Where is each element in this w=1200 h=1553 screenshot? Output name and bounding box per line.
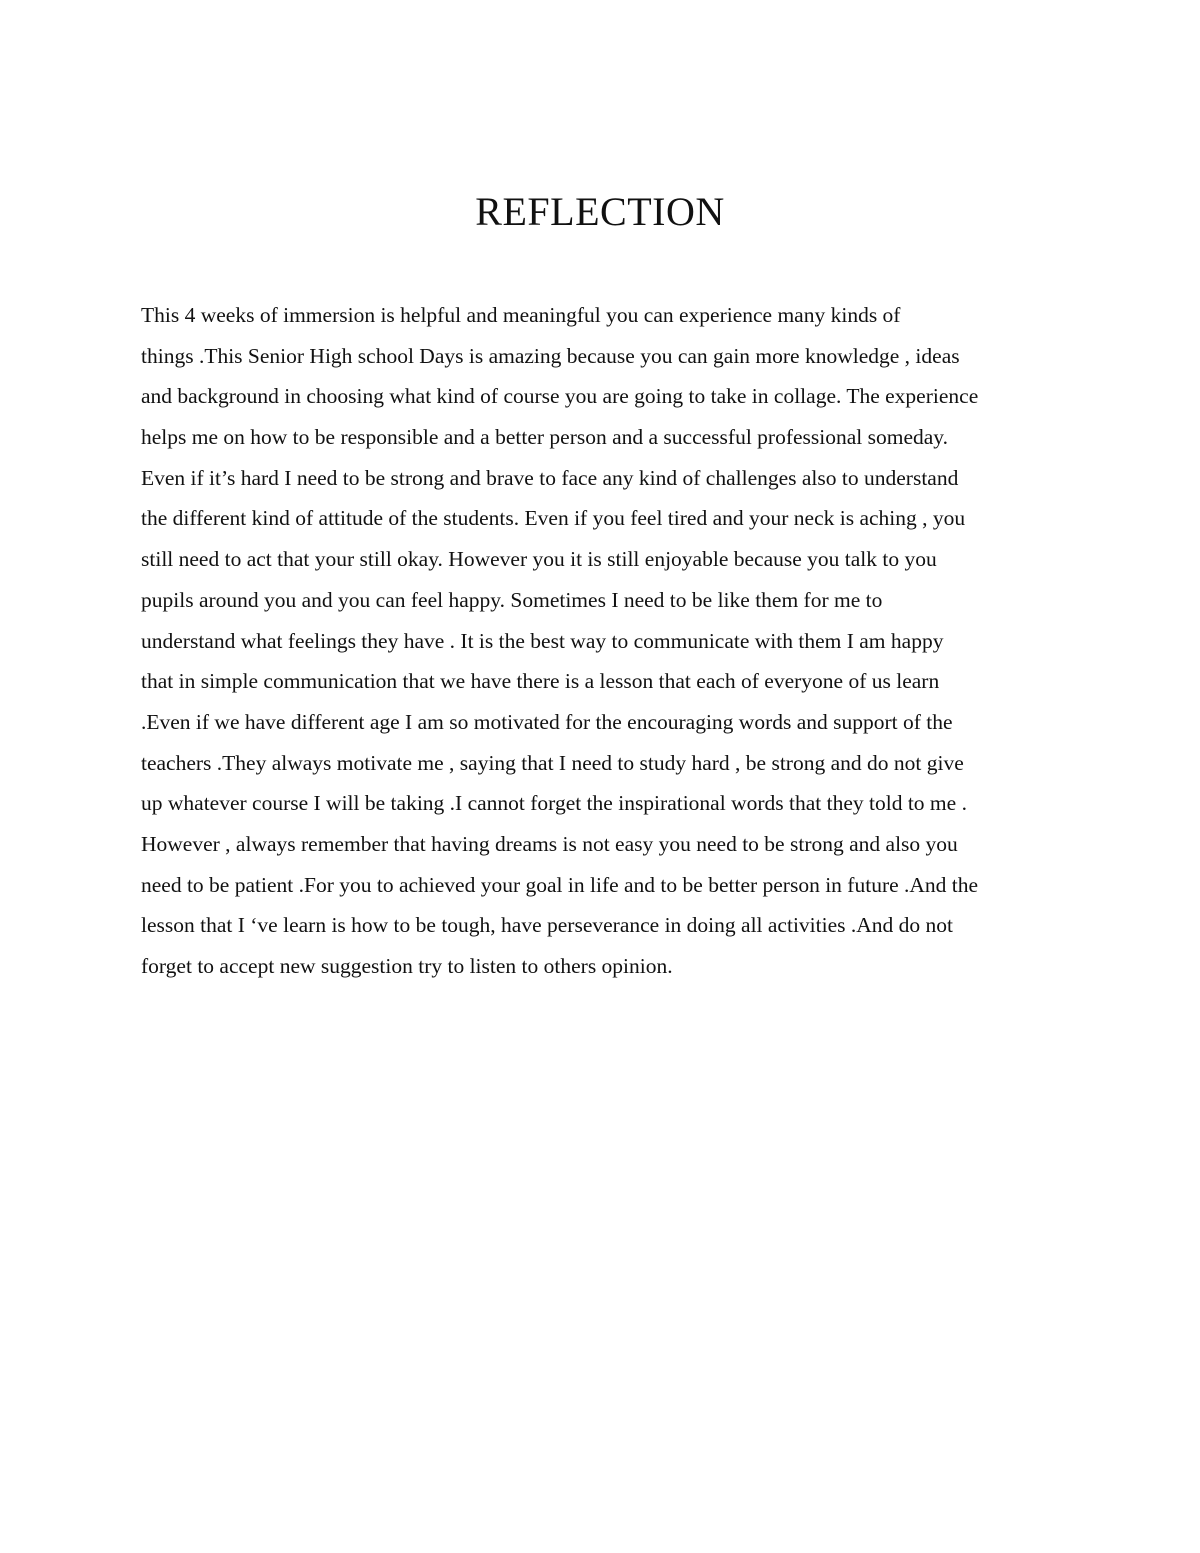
paragraph-line: However , always remember that having dreams is not easy you need to be strong and also you [141,831,958,856]
paragraph-line: pupils around you and you can feel happy. Sometimes I need to be like them for me to [141,587,883,612]
paragraph-line: teachers .They always motivate me , saying that I need to study hard , be strong and do not give [141,750,964,775]
document-title: REFLECTION [475,189,725,234]
reflection-paragraph [141,295,1081,987]
paragraph-line: need to be patient .For you to achieved your goal in life and to be better person in future .And the [141,872,979,897]
paragraph-line: and background in choosing what kind of course you are going to take in collage. The experience [141,384,979,409]
paragraph-line: lesson that I ‘ve learn is how to be tough, have perseverance in doing all activities .And do not [141,913,954,938]
paragraph-line: forget to accept new suggestion try to listen to others opinion. [141,954,673,978]
paragraph-line: things .This Senior High school Days is amazing because you can gain more knowledge , ideas [141,343,960,368]
paragraph-line: understand what feelings they have . It is the best way to communicate with them I am happy [141,628,944,653]
paragraph-line: Even if it’s hard I need to be strong and brave to face any kind of challenges also to understand [141,465,959,490]
paragraph-line: still need to act that your still okay. However you it is still enjoyable because you talk to you [141,547,937,572]
paragraph-line: the different kind of attitude of the students. Even if you feel tired and your neck is aching , you [141,506,966,531]
paragraph-line: .Even if we have different age I am so motivated for the encouraging words and support of the [141,709,953,734]
paragraph-line: up whatever course I will be taking .I cannot forget the inspirational words that they told to me . [141,791,967,816]
paragraph-line: This 4 weeks of immersion is helpful and meaningful you can experience many kinds of [141,303,901,327]
paragraph-line: that in simple communication that we have there is a lesson that each of everyone of us learn [141,669,940,694]
paragraph-line: helps me on how to be responsible and a better person and a successful professional someday. [141,425,949,450]
